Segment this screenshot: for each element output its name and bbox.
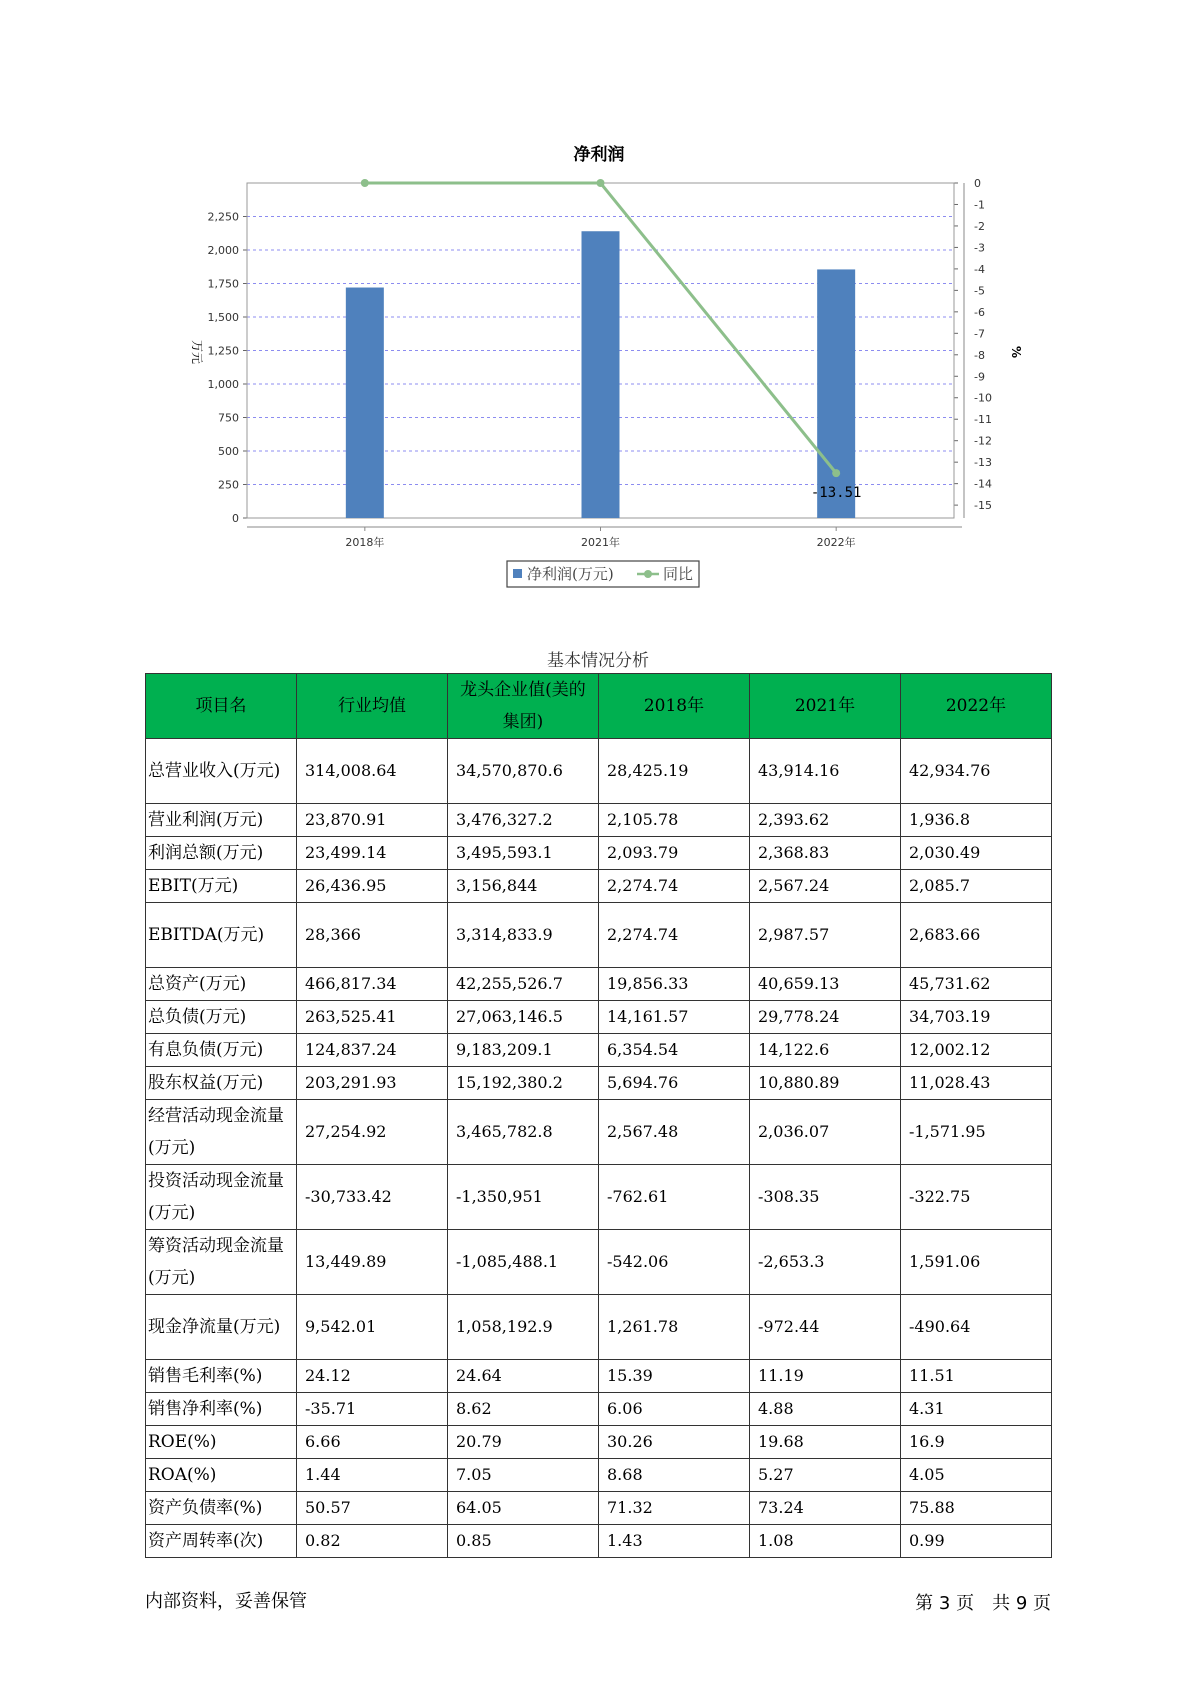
table-cell: 12,002.12: [901, 1034, 1052, 1067]
table-cell: 10,880.89: [750, 1067, 901, 1100]
table-cell: 64.05: [448, 1492, 599, 1525]
table-cell: -35.71: [297, 1393, 448, 1426]
table-cell: 45,731.62: [901, 968, 1052, 1001]
row-label-cell: 股东权益(万元): [146, 1067, 297, 1100]
table-header-cell: 行业均值: [297, 674, 448, 739]
footer-page-number: [915, 1589, 1051, 1615]
table-cell: 11.19: [750, 1360, 901, 1393]
table-row: [146, 1165, 1052, 1230]
table-cell: 6,354.54: [599, 1034, 750, 1067]
table-cell: 73.24: [750, 1492, 901, 1525]
right-tick-label: -6: [974, 305, 985, 319]
table-row: [146, 1001, 1052, 1034]
analysis-table: [145, 673, 1052, 1558]
table-row: [146, 1360, 1052, 1393]
data-label-yoy: -13.51: [810, 485, 862, 502]
chart-svg: [0, 0, 1191, 600]
table-cell: 50.57: [297, 1492, 448, 1525]
right-tick-label: -10: [974, 391, 992, 405]
row-label-cell: EBIT(万元): [146, 870, 297, 903]
table-cell: 0.82: [297, 1525, 448, 1558]
right-tick-label: 0: [974, 177, 981, 190]
table-cell: -542.06: [599, 1230, 750, 1295]
right-axis-title: %: [1009, 345, 1023, 359]
table-cell: -1,350,951: [448, 1165, 599, 1230]
table-cell: 1,261.78: [599, 1295, 750, 1360]
row-label-cell: 资产负债率(%): [146, 1492, 297, 1525]
table-header-cell: 2021年: [750, 674, 901, 739]
table-cell: 30.26: [599, 1426, 750, 1459]
x-tick-label: 2018年: [345, 536, 385, 549]
table-row: [146, 1393, 1052, 1426]
left-tick-label: 2,250: [207, 210, 239, 224]
row-label-cell: ROA(%): [146, 1459, 297, 1492]
row-label-cell: 现金净流量(万元): [146, 1295, 297, 1360]
table-cell: -972.44: [750, 1295, 901, 1360]
right-tick-label: -2: [974, 219, 985, 233]
table-cell: 15,192,380.2: [448, 1067, 599, 1100]
row-label-cell: 利润总额(万元): [146, 837, 297, 870]
table-cell: 2,393.62: [750, 804, 901, 837]
table-cell: -2,653.3: [750, 1230, 901, 1295]
right-tick-label: -14: [974, 477, 992, 491]
table-caption: 基本情况分析: [547, 651, 649, 671]
right-tick-label: -4: [974, 262, 985, 276]
table-row: [146, 739, 1052, 804]
table-cell: 4.88: [750, 1393, 901, 1426]
table-cell: 3,465,782.8: [448, 1100, 599, 1165]
table-cell: 0.85: [448, 1525, 599, 1558]
x-tick-label: 2022年: [816, 536, 856, 549]
table-row: [146, 1230, 1052, 1295]
table-cell: 3,314,833.9: [448, 903, 599, 968]
table-cell: 28,366: [297, 903, 448, 968]
row-label-cell: 投资活动现金流量(万元): [146, 1165, 297, 1230]
table-cell: 42,255,526.7: [448, 968, 599, 1001]
table-cell: -490.64: [901, 1295, 1052, 1360]
table-cell: 34,570,870.6: [448, 739, 599, 804]
table-cell: 1.08: [750, 1525, 901, 1558]
table-cell: 2,093.79: [599, 837, 750, 870]
table-cell: -762.61: [599, 1165, 750, 1230]
table-cell: 71.32: [599, 1492, 750, 1525]
table-cell: 43,914.16: [750, 739, 901, 804]
table-cell: 8.62: [448, 1393, 599, 1426]
right-tick-label: -13: [974, 456, 992, 470]
table-header-cell: 2022年: [901, 674, 1052, 739]
table-cell: -322.75: [901, 1165, 1052, 1230]
table-cell: 1,936.8: [901, 804, 1052, 837]
table-cell: 28,425.19: [599, 739, 750, 804]
left-tick-label: 1,750: [207, 277, 239, 291]
left-tick-label: 1,000: [207, 378, 239, 391]
table-cell: 1,058,192.9: [448, 1295, 599, 1360]
table-cell: 2,274.74: [599, 903, 750, 968]
net-profit-chart: [0, 0, 1191, 600]
table-header-cell: 龙头企业值(美的集团): [448, 674, 599, 739]
table-cell: 7.05: [448, 1459, 599, 1492]
table-cell: 19,856.33: [599, 968, 750, 1001]
table-cell: 11.51: [901, 1360, 1052, 1393]
table-cell: 11,028.43: [901, 1067, 1052, 1100]
table-cell: 13,449.89: [297, 1230, 448, 1295]
table-row: [146, 1492, 1052, 1525]
page-total: 9: [1015, 1593, 1028, 1614]
footer-confidential-note: 内部资料，妥善保管: [145, 1591, 307, 1612]
table-cell: 2,274.74: [599, 870, 750, 903]
table-row: [146, 870, 1052, 903]
right-tick-label: -8: [974, 348, 985, 362]
row-label-cell: 营业利润(万元): [146, 804, 297, 837]
table-cell: -1,085,488.1: [448, 1230, 599, 1295]
table-cell: -30,733.42: [297, 1165, 448, 1230]
table-cell: 27,254.92: [297, 1100, 448, 1165]
row-label-cell: 经营活动现金流量(万元): [146, 1100, 297, 1165]
table-cell: 2,368.83: [750, 837, 901, 870]
table-cell: 2,567.48: [599, 1100, 750, 1165]
legend-label-net-profit: 净利润(万元): [527, 565, 614, 583]
table-row: [146, 903, 1052, 968]
row-label-cell: EBITDA(万元): [146, 903, 297, 968]
left-tick-label: 750: [218, 411, 239, 425]
table-row: [146, 1100, 1052, 1165]
table-cell: 8.68: [599, 1459, 750, 1492]
table-cell: 4.05: [901, 1459, 1052, 1492]
bar-net-profit: [582, 231, 620, 518]
row-label-cell: 销售毛利率(%): [146, 1360, 297, 1393]
right-tick-label: -5: [974, 284, 985, 298]
table-cell: 1.44: [297, 1459, 448, 1492]
table-row: [146, 804, 1052, 837]
table-cell: 3,495,593.1: [448, 837, 599, 870]
table-cell: 14,161.57: [599, 1001, 750, 1034]
table-row: [146, 968, 1052, 1001]
table-cell: 2,036.07: [750, 1100, 901, 1165]
table-row: [146, 1295, 1052, 1360]
table-row: [146, 1525, 1052, 1558]
table-cell: 5.27: [750, 1459, 901, 1492]
table-cell: 23,870.91: [297, 804, 448, 837]
row-label-cell: 筹资活动现金流量(万元): [146, 1230, 297, 1295]
row-label-cell: ROE(%): [146, 1426, 297, 1459]
row-label-cell: 总营业收入(万元): [146, 739, 297, 804]
table-cell: 27,063,146.5: [448, 1001, 599, 1034]
table-cell: 2,987.57: [750, 903, 901, 968]
right-tick-label: -12: [974, 434, 992, 448]
legend-swatch-bar: [513, 569, 522, 578]
table-cell: 2,085.7: [901, 870, 1052, 903]
table-cell: -308.35: [750, 1165, 901, 1230]
table-cell: 6.66: [297, 1426, 448, 1459]
table-cell: -1,571.95: [901, 1100, 1052, 1165]
left-tick-label: 250: [218, 478, 239, 492]
left-tick-label: 0: [232, 512, 239, 525]
right-tick-label: -9: [974, 370, 985, 384]
right-tick-label: -7: [974, 327, 985, 341]
table-cell: 15.39: [599, 1360, 750, 1393]
table-cell: 203,291.93: [297, 1067, 448, 1100]
table-cell: 16.9: [901, 1426, 1052, 1459]
right-tick-label: -1: [974, 198, 985, 212]
left-tick-label: 1,250: [207, 344, 239, 358]
table-cell: 314,008.64: [297, 739, 448, 804]
table-cell: 14,122.6: [750, 1034, 901, 1067]
point-yoy: [361, 179, 369, 187]
table-cell: 3,476,327.2: [448, 804, 599, 837]
table-cell: 40,659.13: [750, 968, 901, 1001]
table-cell: 42,934.76: [901, 739, 1052, 804]
table-cell: 29,778.24: [750, 1001, 901, 1034]
left-tick-label: 2,000: [207, 244, 239, 257]
legend-swatch-point: [644, 570, 652, 578]
table-cell: 2,567.24: [750, 870, 901, 903]
table-cell: 466,817.34: [297, 968, 448, 1001]
table-cell: 0.99: [901, 1525, 1052, 1558]
table-cell: 34,703.19: [901, 1001, 1052, 1034]
table-cell: 1,591.06: [901, 1230, 1052, 1295]
legend-label-yoy: 同比: [663, 565, 694, 583]
left-axis-title: 万元: [190, 339, 204, 365]
table-cell: 2,683.66: [901, 903, 1052, 968]
table-cell: 5,694.76: [599, 1067, 750, 1100]
table-cell: 263,525.41: [297, 1001, 448, 1034]
bar-net-profit: [817, 269, 855, 518]
table-cell: 20.79: [448, 1426, 599, 1459]
table-row: [146, 837, 1052, 870]
row-label-cell: 总负债(万元): [146, 1001, 297, 1034]
right-tick-label: -11: [974, 413, 992, 427]
page-suffix: 页: [1033, 1593, 1051, 1614]
row-label-cell: 资产周转率(次): [146, 1525, 297, 1558]
table-cell: 6.06: [599, 1393, 750, 1426]
row-label-cell: 有息负债(万元): [146, 1034, 297, 1067]
table-cell: 9,183,209.1: [448, 1034, 599, 1067]
table-cell: 1.43: [599, 1525, 750, 1558]
table-cell: 75.88: [901, 1492, 1052, 1525]
table-cell: 2,105.78: [599, 804, 750, 837]
chart-title: 净利润: [573, 145, 625, 165]
table-cell: 2,030.49: [901, 837, 1052, 870]
left-tick-label: 500: [218, 445, 239, 458]
table-cell: 4.31: [901, 1393, 1052, 1426]
table-header-row: [146, 674, 1052, 739]
page-mid: 页 共: [956, 1593, 1011, 1614]
table-header-cell: 项目名: [146, 674, 297, 739]
table-cell: 24.64: [448, 1360, 599, 1393]
table-row: [146, 1426, 1052, 1459]
table-header-cell: 2018年: [599, 674, 750, 739]
table-cell: 19.68: [750, 1426, 901, 1459]
table-row: [146, 1459, 1052, 1492]
x-tick-label: 2021年: [581, 536, 620, 549]
table-cell: 26,436.95: [297, 870, 448, 903]
right-tick-label: -3: [974, 241, 985, 255]
table-cell: 24.12: [297, 1360, 448, 1393]
table-cell: 124,837.24: [297, 1034, 448, 1067]
bar-net-profit: [346, 288, 384, 518]
table-cell: 23,499.14: [297, 837, 448, 870]
table-cell: 3,156,844: [448, 870, 599, 903]
left-tick-label: 1,500: [207, 311, 239, 324]
row-label-cell: 销售净利率(%): [146, 1393, 297, 1426]
table-row: [146, 1067, 1052, 1100]
table-cell: 9,542.01: [297, 1295, 448, 1360]
row-label-cell: 总资产(万元): [146, 968, 297, 1001]
table-row: [146, 1034, 1052, 1067]
point-yoy: [832, 469, 840, 477]
page-current: 3: [938, 1593, 951, 1614]
right-tick-label: -15: [974, 499, 992, 513]
point-yoy: [597, 179, 605, 187]
page-prefix: 第: [915, 1593, 934, 1614]
